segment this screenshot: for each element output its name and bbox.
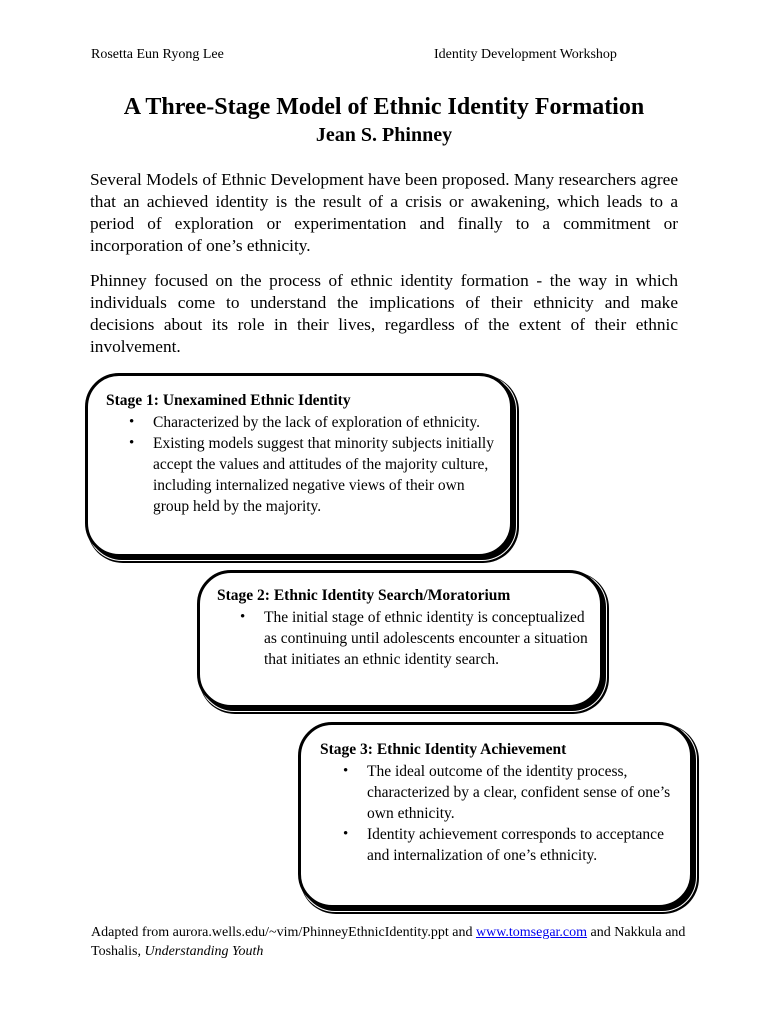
bullet-icon: • <box>129 435 135 451</box>
bullet-icon: • <box>240 609 246 625</box>
stage-1-bullets <box>106 412 494 517</box>
stage-2-title: Stage 2: Ethnic Identity Search/Moratorium <box>217 587 511 604</box>
stage-1-box <box>85 373 513 557</box>
page-title: A Three-Stage Model of Ethnic Identity Formation <box>123 94 645 120</box>
bullet-text: Characterized by the lack of exploration of ethnicity. <box>153 414 480 431</box>
footer-citation <box>91 923 691 961</box>
list-item <box>320 761 678 824</box>
list-item <box>217 607 588 670</box>
stage-2-box <box>197 570 603 708</box>
intro-paragraph: Several Models of Ethnic Development have been proposed. Many researchers agree that an achieved identity is the result of a crisis or awakening, which leads to a period of exploration or experimentation and finally to a commitment or incorporation of one’s ethnicity. <box>90 170 678 255</box>
stage-2-bullets <box>217 607 588 670</box>
footer-book-title: Understanding Youth <box>144 944 264 959</box>
bullet-icon: • <box>343 826 349 842</box>
list-item <box>320 824 678 866</box>
page-subtitle: Jean S. Phinney <box>315 124 453 146</box>
list-item <box>106 412 494 433</box>
header-workshop: Identity Development Workshop <box>434 47 617 62</box>
phinney-paragraph: Phinney focused on the process of ethnic identity formation - the way in which individuals come to understand the implications of their ethnicity and make decisions about its role in their lives, regardless of the extent of their ethnic involvement. <box>90 271 678 356</box>
bullet-icon: • <box>129 414 135 430</box>
bullet-icon: • <box>343 763 349 779</box>
stage-3-box <box>298 722 693 908</box>
stage-3-bullets <box>320 761 678 866</box>
header-author: Rosetta Eun Ryong Lee <box>91 47 224 62</box>
bullet-text: Identity achievement corresponds to acceptance and internalization of one’s ethnicity. <box>367 826 664 864</box>
bullet-text: Existing models suggest that minority subjects initially accept the values and attitudes of the majority culture, including internalized negative views of their own group held by the majority. <box>153 435 494 515</box>
tomsegar-link[interactable]: www.tomsegar.com <box>475 925 588 940</box>
stage-1-title: Stage 1: Unexamined Ethnic Identity <box>106 392 351 409</box>
footer-middle: and Nakkula and Toshalis, <box>91 925 686 959</box>
footer-prefix: Adapted from aurora.wells.edu/~vim/PhinneyEthnicIdentity.ppt and <box>91 925 476 940</box>
bullet-text: The ideal outcome of the identity process, characterized by a clear, confident sense of one’s own ethnicity. <box>367 763 671 822</box>
stage-3-title: Stage 3: Ethnic Identity Achievement <box>320 741 567 758</box>
bullet-text: The initial stage of ethnic identity is conceptualized as continuing until adolescents encounter a situation that initiates an ethnic identity search. <box>264 609 588 668</box>
list-item <box>106 433 494 517</box>
